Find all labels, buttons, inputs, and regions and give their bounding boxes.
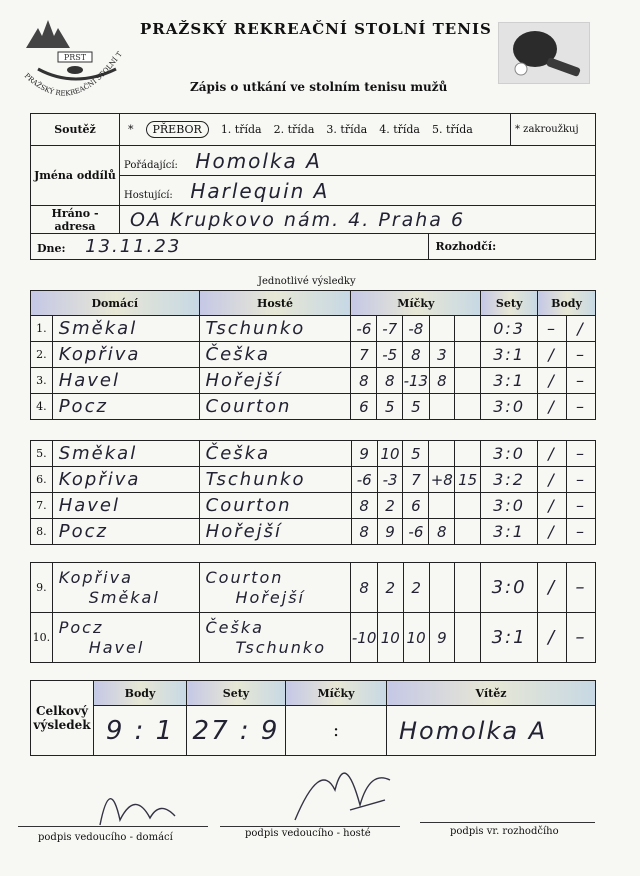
- home-point: /: [538, 394, 567, 420]
- sets-score: 3:0: [481, 394, 538, 420]
- ball-score: 10: [377, 613, 403, 663]
- away-point: –: [566, 493, 595, 519]
- poradajici-label: Pořádající:: [124, 159, 178, 171]
- home-player: Havel: [52, 368, 199, 394]
- summary-label-1: Celkový: [35, 704, 88, 718]
- league-5[interactable]: 5. třída: [432, 123, 473, 136]
- logo-prst-text: PRST: [63, 53, 87, 62]
- row-number: 4.: [31, 394, 53, 420]
- home-player-1: Kopřiva: [58, 567, 133, 587]
- away-player-2: Tschunko: [235, 637, 326, 657]
- ball-score: 8: [351, 368, 377, 394]
- row-number: 5.: [31, 441, 53, 467]
- row-number: 10.: [31, 613, 53, 663]
- ball-score: 8: [429, 519, 455, 545]
- home-player: Kopřiva: [52, 467, 199, 493]
- ball-score: [429, 563, 455, 613]
- league-4[interactable]: 4. třída: [379, 123, 420, 136]
- ball-score: 5: [403, 394, 429, 420]
- ball-score: 9: [429, 613, 455, 663]
- away-player: Courton: [199, 493, 351, 519]
- home-player-2: Havel: [88, 637, 145, 657]
- league-2[interactable]: 2. třída: [273, 123, 315, 136]
- summary-body: 9 : 1: [94, 706, 187, 756]
- away-player: Tschunko: [199, 467, 351, 493]
- hrano-label: Hráno - adresa: [31, 206, 120, 234]
- col-domaci: Domácí: [31, 291, 200, 316]
- table-row: [31, 342, 596, 368]
- home-point: /: [538, 563, 567, 613]
- sets-score: 3:0: [481, 493, 538, 519]
- signature-away-scribble: [290, 750, 400, 834]
- sets-score: 3:1: [481, 613, 538, 663]
- ball-score: [455, 368, 481, 394]
- away-player: Tschunko: [199, 316, 351, 342]
- ball-score: +8: [429, 467, 455, 493]
- doubles-row: [31, 563, 596, 613]
- sets-score: 3:0: [481, 441, 538, 467]
- row-number: 6.: [31, 467, 53, 493]
- away-point: –: [567, 368, 596, 394]
- home-player: Směkal: [52, 316, 199, 342]
- ball-score: 7: [351, 342, 377, 368]
- signature-line-away: [220, 826, 400, 827]
- row-number: 8.: [31, 519, 53, 545]
- signature-line-ref: [420, 822, 595, 823]
- ball-score: 15: [455, 467, 481, 493]
- away-pair: [199, 563, 351, 613]
- ball-score: [429, 493, 455, 519]
- signature-ref-label: podpis vr. rozhodčího: [450, 826, 559, 837]
- ball-score: -8: [403, 316, 429, 342]
- away-point: –: [567, 613, 596, 663]
- poradajici-value: Homolka A: [195, 148, 322, 173]
- ball-score: 2: [403, 563, 429, 613]
- away-pair: [199, 613, 351, 663]
- away-point: –: [567, 394, 596, 420]
- summary-label-2: výsledek: [33, 718, 91, 732]
- table-row: [31, 441, 596, 467]
- away-point: –: [566, 519, 595, 545]
- away-player: Courton: [199, 394, 351, 420]
- rozhodci-label: Rozhodčí:: [435, 240, 497, 253]
- away-player: Češka: [199, 441, 351, 467]
- col-body: Body: [538, 291, 596, 316]
- home-point: /: [537, 493, 566, 519]
- prst-logo: [18, 14, 128, 110]
- ball-score: [455, 493, 481, 519]
- results-table: [30, 290, 596, 420]
- row-number: 3.: [31, 368, 53, 394]
- ball-score: -10: [351, 613, 377, 663]
- ball-score: 9: [377, 519, 403, 545]
- sets-score: 3:1: [481, 368, 538, 394]
- ball-score: 6: [351, 394, 377, 420]
- away-point: –: [566, 441, 595, 467]
- logo-ring-text: PRAŽSKÝ REKREAČNÍ STOLNÍ T: [22, 50, 124, 98]
- league-prebor[interactable]: PŘEBOR: [146, 121, 209, 138]
- results-caption: Jednotlivé výsledky: [258, 276, 356, 287]
- ball-score: -6: [351, 467, 377, 493]
- hostujici-value: Harlequin A: [190, 178, 330, 203]
- ball-score: -6: [351, 316, 377, 342]
- league-options: [120, 114, 511, 146]
- ball-score: -6: [403, 519, 429, 545]
- summary-label: [31, 681, 94, 756]
- summary-col-body: Body: [94, 681, 187, 706]
- signature-home-label: podpis vedoucího - domácí: [38, 832, 173, 843]
- summary-col-vitez: Vítěz: [387, 681, 596, 706]
- summary-sety: 27 : 9: [187, 706, 286, 756]
- home-pair: [52, 613, 199, 663]
- row-number: 9.: [31, 563, 53, 613]
- doubles-table: [30, 562, 596, 663]
- ball-score: [429, 316, 455, 342]
- home-player-1: Pocz: [58, 617, 104, 637]
- home-player: Pocz: [52, 519, 199, 545]
- dne-value: 13.11.23: [85, 236, 182, 257]
- ball-score: [429, 441, 455, 467]
- sets-score: 3:1: [481, 519, 538, 545]
- home-player-2: Směkal: [88, 587, 160, 607]
- home-player: Směkal: [52, 441, 199, 467]
- ball-score: 8: [429, 368, 455, 394]
- page-title: PRAŽSKÝ REKREAČNÍ STOLNÍ TENIS: [140, 20, 492, 38]
- hostujici-label: Hostující:: [124, 189, 173, 201]
- home-player: Havel: [52, 493, 199, 519]
- away-player: Hořejší: [199, 519, 351, 545]
- sets-score: 3:0: [481, 563, 538, 613]
- home-point: –: [538, 316, 567, 342]
- away-player-1: Češka: [205, 617, 264, 637]
- ball-score: [455, 441, 481, 467]
- ball-score: -3: [377, 467, 403, 493]
- home-player: Pocz: [52, 394, 199, 420]
- ball-score: [429, 394, 455, 420]
- summary-col-sety: Sety: [187, 681, 286, 706]
- away-point: /: [567, 316, 596, 342]
- ball-score: 9: [351, 441, 377, 467]
- table-tennis-paddle-icon: [498, 22, 590, 84]
- away-point: –: [566, 467, 595, 493]
- home-point: /: [537, 467, 566, 493]
- ball-score: 5: [403, 441, 429, 467]
- ball-score: [455, 394, 481, 420]
- circle-note: * zakroužkuj: [511, 114, 596, 146]
- ball-score: 2: [377, 493, 403, 519]
- table-row: [31, 368, 596, 394]
- dne-label: Dne:: [37, 242, 66, 255]
- home-point: /: [538, 368, 567, 394]
- col-hoste: Hosté: [199, 291, 351, 316]
- summary-table: [30, 680, 596, 756]
- jmena-oddilu-label: Jména oddílů: [31, 146, 120, 206]
- doubles-row: [31, 613, 596, 663]
- league-3[interactable]: 3. třída: [326, 123, 368, 136]
- ball-score: [455, 342, 481, 368]
- table-row: [31, 394, 596, 420]
- league-1[interactable]: 1. třída: [220, 123, 262, 136]
- signature-home-scribble: [90, 770, 180, 834]
- home-player: Kopřiva: [52, 342, 199, 368]
- home-point: /: [537, 519, 566, 545]
- away-player-2: Hořejší: [235, 587, 305, 607]
- home-pair: [52, 563, 199, 613]
- header-form: [30, 113, 596, 260]
- row-number: 2.: [31, 342, 53, 368]
- row-number: 1.: [31, 316, 53, 342]
- away-player-1: Courton: [205, 567, 284, 587]
- sets-score: 3:1: [481, 342, 538, 368]
- star-mark: *: [128, 123, 134, 136]
- ball-score: [455, 563, 481, 613]
- col-micky: Míčky: [351, 291, 481, 316]
- away-player: Hořejší: [199, 368, 351, 394]
- ball-score: [455, 316, 481, 342]
- hrano-value: OA Krupkovo nám. 4. Praha 6: [130, 208, 466, 231]
- summary-vitez: Homolka A: [387, 706, 596, 756]
- soutez-label: Soutěž: [31, 114, 120, 146]
- ball-score: 8: [351, 563, 377, 613]
- signature-away-label: podpis vedoucího - hosté: [245, 828, 371, 839]
- ball-score: 2: [377, 563, 403, 613]
- ball-score: 3: [429, 342, 455, 368]
- row-number: 7.: [31, 493, 53, 519]
- ball-score: 6: [403, 493, 429, 519]
- ball-score: 7: [403, 467, 429, 493]
- col-sety: Sety: [481, 291, 538, 316]
- signature-line-home: [18, 826, 208, 827]
- table-row: [31, 519, 596, 545]
- home-point: /: [538, 342, 567, 368]
- summary-col-micky: Míčky: [286, 681, 387, 706]
- away-point: –: [567, 563, 596, 613]
- ball-score: 8: [377, 368, 403, 394]
- ball-score: 8: [351, 519, 377, 545]
- home-point: /: [538, 613, 567, 663]
- summary-micky: :: [286, 706, 387, 756]
- page-subtitle: Zápis o utkání ve stolním tenisu mužů: [190, 80, 448, 94]
- table-row: [31, 493, 596, 519]
- ball-score: 5: [377, 394, 403, 420]
- ball-score: 10: [403, 613, 429, 663]
- ball-score: 8: [351, 493, 377, 519]
- sets-score: 3:2: [481, 467, 538, 493]
- away-point: –: [567, 342, 596, 368]
- sets-score: 0:3: [481, 316, 538, 342]
- ball-score: [455, 519, 481, 545]
- ball-score: -13: [403, 368, 429, 394]
- ball-score: -5: [377, 342, 403, 368]
- table-row: [31, 316, 596, 342]
- home-point: /: [537, 441, 566, 467]
- table-row: [31, 467, 596, 493]
- results-table-2: [30, 440, 596, 545]
- ball-score: [455, 613, 481, 663]
- ball-score: 10: [377, 441, 403, 467]
- ball-score: 8: [403, 342, 429, 368]
- ball-score: -7: [377, 316, 403, 342]
- away-player: Češka: [199, 342, 351, 368]
